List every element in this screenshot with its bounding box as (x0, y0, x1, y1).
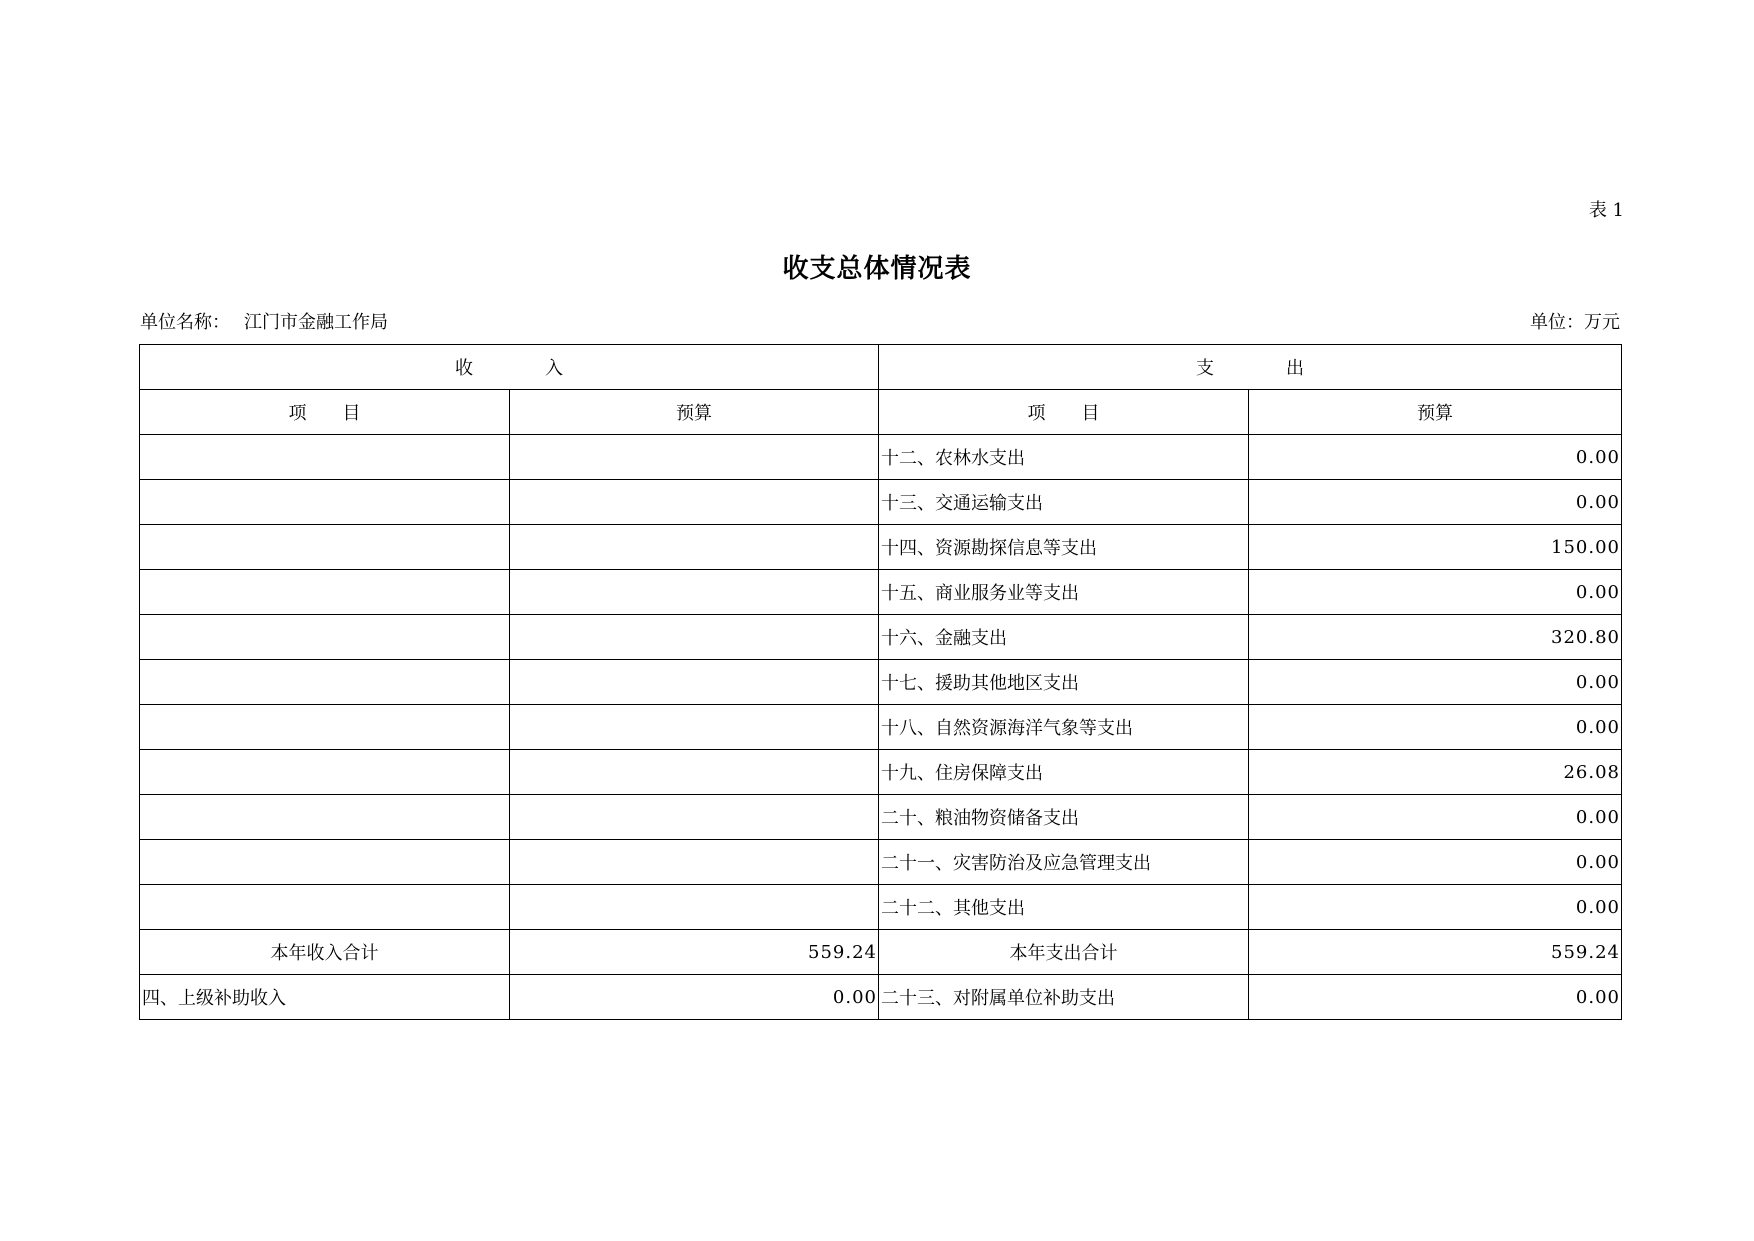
expense-total-value: 559.24 (1249, 930, 1622, 975)
expense-item-cell: 十八、自然资源海洋气象等支出 (879, 705, 1249, 750)
expense-section-header: 支 出 (879, 345, 1622, 390)
income-budget-cell (510, 885, 879, 930)
expense-budget-cell: 0.00 (1249, 705, 1622, 750)
expense-item-cell: 二十一、灾害防治及应急管理支出 (879, 840, 1249, 885)
expense-budget-cell: 0.00 (1249, 660, 1622, 705)
income-budget-cell (510, 615, 879, 660)
table-row (140, 615, 1622, 660)
expense-budget-cell: 150.00 (1249, 525, 1622, 570)
income-budget-cell (510, 705, 879, 750)
income-item-cell (140, 525, 510, 570)
table-row (140, 570, 1622, 615)
income-budget-cell (510, 525, 879, 570)
table-row (140, 840, 1622, 885)
income-item-cell (140, 705, 510, 750)
income-item-cell (140, 660, 510, 705)
expense-item-cell: 十七、援助其他地区支出 (879, 660, 1249, 705)
section-header-row (140, 345, 1622, 390)
expense-budget-cell: 0.00 (1249, 975, 1622, 1020)
expense-item-cell: 十三、交通运输支出 (879, 480, 1249, 525)
table-row (140, 795, 1622, 840)
income-item-header: 项 目 (140, 390, 510, 435)
income-item-cell: 四、上级补助收入 (140, 975, 510, 1020)
expense-budget-header: 预算 (1249, 390, 1622, 435)
income-item-cell (140, 615, 510, 660)
expense-budget-cell: 0.00 (1249, 570, 1622, 615)
report-meta (140, 308, 1620, 334)
income-budget-cell (510, 480, 879, 525)
income-budget-cell (510, 570, 879, 615)
income-budget-cell (510, 750, 879, 795)
expense-item-cell: 二十三、对附属单位补助支出 (879, 975, 1249, 1020)
expense-budget-cell: 320.80 (1249, 615, 1622, 660)
table-body (140, 345, 1622, 1020)
unit-name-label: 单位名称： (140, 312, 230, 333)
income-section-header: 收 入 (140, 345, 879, 390)
income-item-cell (140, 795, 510, 840)
expense-item-cell: 十五、商业服务业等支出 (879, 570, 1249, 615)
table-row (140, 660, 1622, 705)
expense-budget-cell: 0.00 (1249, 435, 1622, 480)
income-item-cell (140, 885, 510, 930)
expense-item-cell: 十四、资源勘探信息等支出 (879, 525, 1249, 570)
expense-item-cell: 十六、金融支出 (879, 615, 1249, 660)
income-item-cell (140, 750, 510, 795)
expense-budget-cell: 26.08 (1249, 750, 1622, 795)
expense-total-label: 本年支出合计 (879, 930, 1249, 975)
income-item-cell (140, 435, 510, 480)
expense-item-cell: 二十二、其他支出 (879, 885, 1249, 930)
page-title: 收支总体情况表 (782, 254, 972, 284)
table-row (140, 480, 1622, 525)
income-budget-cell (510, 840, 879, 885)
expense-budget-cell: 0.00 (1249, 840, 1622, 885)
income-item-cell (140, 480, 510, 525)
totals-row (140, 930, 1622, 975)
income-total-label: 本年收入合计 (140, 930, 510, 975)
table-row (140, 435, 1622, 480)
income-total-value: 559.24 (510, 930, 879, 975)
table-row (140, 750, 1622, 795)
expense-budget-cell: 0.00 (1249, 885, 1622, 930)
expense-item-cell: 十九、住房保障支出 (879, 750, 1249, 795)
income-item-cell (140, 570, 510, 615)
table-number: 表 1 (1588, 200, 1624, 221)
income-budget-cell: 0.00 (510, 975, 879, 1020)
income-item-cell (140, 840, 510, 885)
expense-budget-cell: 0.00 (1249, 795, 1622, 840)
table-row (140, 525, 1622, 570)
income-budget-header: 预算 (510, 390, 879, 435)
column-header-row (140, 390, 1622, 435)
income-budget-cell (510, 435, 879, 480)
expense-item-cell: 二十、粮油物资储备支出 (879, 795, 1249, 840)
currency-unit-label: 单位：万元 (1530, 312, 1620, 333)
table-row (140, 885, 1622, 930)
expense-item-cell: 十二、农林水支出 (879, 435, 1249, 480)
expense-budget-cell: 0.00 (1249, 480, 1622, 525)
income-budget-cell (510, 660, 879, 705)
table-row (140, 975, 1622, 1020)
expense-item-header: 项 目 (879, 390, 1249, 435)
income-expense-table (139, 344, 1622, 1020)
income-budget-cell (510, 795, 879, 840)
unit-name-value: 江门市金融工作局 (244, 312, 388, 333)
table-row (140, 705, 1622, 750)
